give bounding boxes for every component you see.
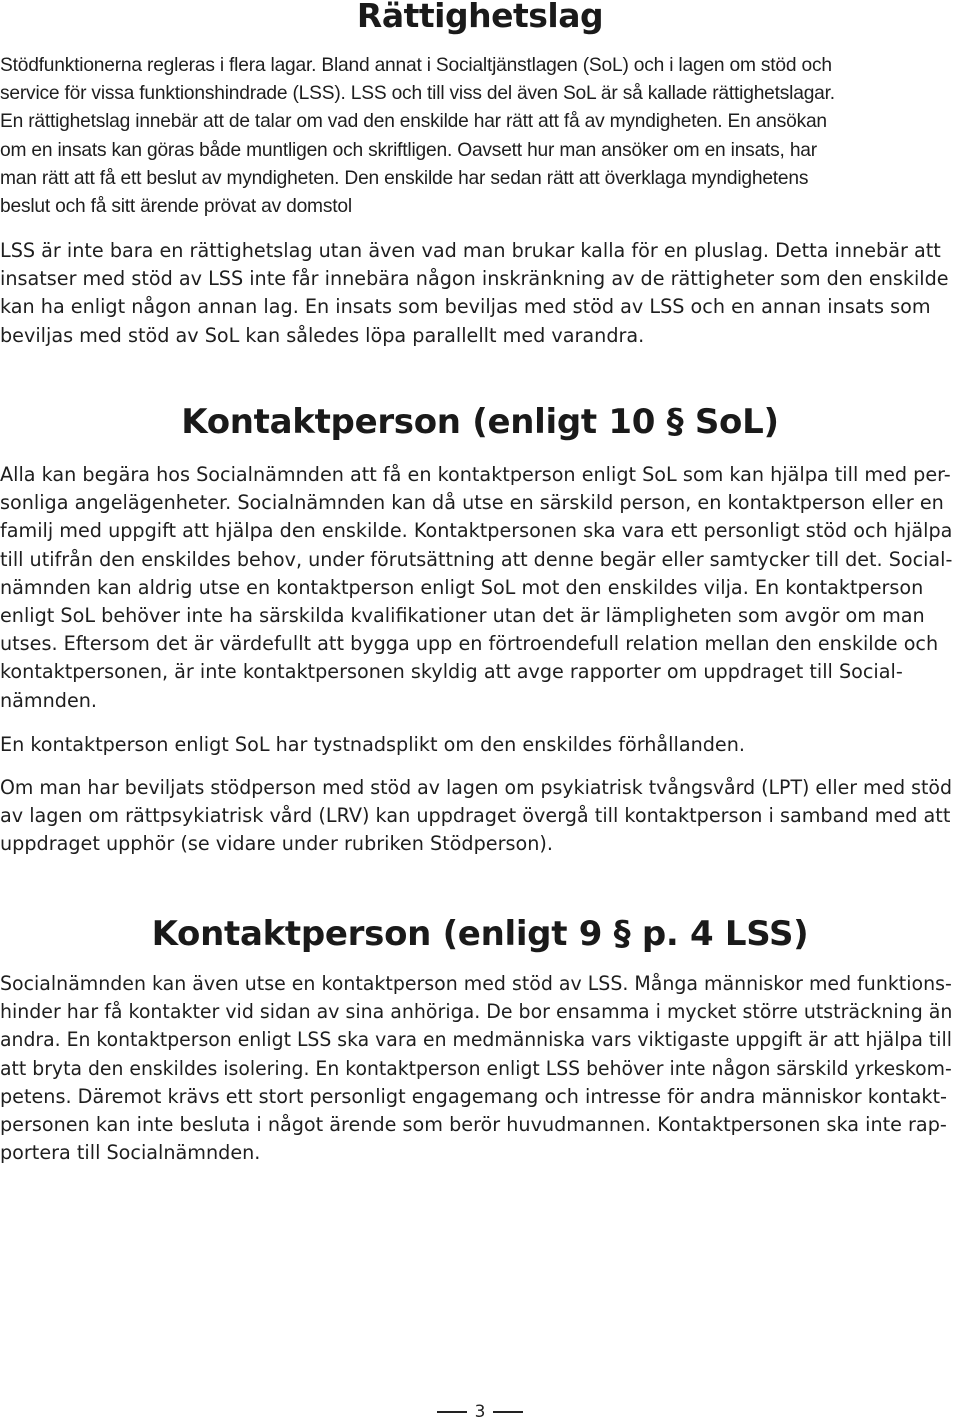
text-line: kan ha enligt någon annan lag. En insats som beviljas med stöd av LSS och en annan insats som <box>0 295 931 319</box>
heading-kontaktperson-lss: Kontaktperson (enligt 9 § p. 4 LSS) <box>151 914 809 954</box>
text-line: man rätt att få ett beslut av myndigheten. Den enskilde har sedan rätt att överklaga myndighetens <box>0 167 809 189</box>
text-line: att bryta den enskildes isolering. En kontaktperson enligt LSS behöver inte någon särskild yrkeskom- <box>0 1056 952 1080</box>
footer-dash-left <box>437 1411 467 1413</box>
text-line: beviljas med stöd av SoL kan således löpa parallellt med varandra. <box>0 323 645 347</box>
text-line: sonliga angelägenheter. Socialnämnden kan då utse en särskild person, en kontaktperson eller en <box>0 491 944 515</box>
text-line: till utifrån den enskildes behov, under förutsättning att denne begär eller samtycker till det. Social- <box>0 547 953 571</box>
text-line: om en insats kan göras både muntligen och skriftligen. Oavsett hur man ansöker om en insats, har <box>0 139 817 161</box>
text-line: service för vissa funktionshindrade (LSS). LSS och till viss del även SoL är så kallade rättighetslagar. <box>0 83 835 105</box>
paragraph-intro <box>0 52 960 221</box>
text-line: Stödfunktionerna regleras i flera lagar. Bland annat i Socialtjänstlagen (SoL) och i lagen om stöd och <box>0 55 832 76</box>
text-line: En kontaktperson enligt SoL har tystnadsplikt om den enskildes förhållanden. <box>0 733 745 756</box>
text-line: Alla kan begära hos Socialnämnden att få en kontaktperson enligt SoL som kan hjälpa till med per- <box>0 463 951 486</box>
text-line: enligt SoL behöver inte ha särskilda kvalifikationer utan det är lämpligheten som avgör om man <box>0 604 925 628</box>
text-line: insatser med stöd av LSS inte får innebära någon inskränkning av de rättigheter som den enskilde <box>0 267 949 291</box>
text-line: nämnden kan aldrig utse en kontaktperson enligt SoL mot den enskildes vilja. En kontaktperson <box>0 575 924 599</box>
paragraph-kontaktperson-lss <box>0 970 960 1167</box>
paragraph-tystnadsplikt <box>0 731 960 759</box>
text-line: av lagen om rättpsykiatrisk vård (LRV) kan uppdraget övergå till kontaktperson i samband med att <box>0 804 951 828</box>
text-line: familj med uppgift att hjälpa den enskilde. Kontaktpersonen ska vara ett personligt stöd och hjälpa <box>0 519 953 543</box>
heading-rattighetslag: Rättighetslag <box>356 0 604 35</box>
paragraph-pluslag <box>0 237 960 350</box>
heading-kontaktperson-sol: Kontaktperson (enligt 10 § SoL) <box>181 402 779 442</box>
page-number: 3 <box>474 1402 486 1422</box>
footer-dash-right <box>493 1411 523 1413</box>
paragraph-kontaktperson-sol <box>0 461 960 715</box>
text-line: nämnden. <box>0 688 98 712</box>
text-line: hinder har få kontakter vid sidan av sina anhöriga. De bor ensamma i mycket större utsträckning än <box>0 1000 953 1024</box>
text-line: Socialnämnden kan även utse en kontaktperson med stöd av LSS. Många människor med funktions- <box>0 972 952 995</box>
text-line: petens. Däremot krävs ett stort personligt engagemang och intresse för andra människor kontakt- <box>0 1084 947 1108</box>
text-line: portera till Socialnämnden. <box>0 1141 261 1165</box>
text-line: uppdraget upphör (se vidare under rubriken Stödperson). <box>0 832 553 856</box>
text-line: andra. En kontaktperson enligt LSS ska vara en medmänniska vars viktigaste uppgift är att hjälpa till <box>0 1028 952 1052</box>
page-footer <box>0 1402 960 1422</box>
text-line: LSS är inte bara en rättighetslag utan även vad man brukar kalla för en pluslag. Detta innebär att <box>0 239 941 262</box>
text-line: utses. Eftersom det är värdefullt att bygga upp en förtroendefull relation mellan den enskilde och <box>0 632 939 656</box>
text-line: En rättighetslag innebär att de talar om vad den enskilde har rätt att få av myndigheten. En ansökan <box>0 111 827 133</box>
text-line: personen kan inte besluta i något ärende som berör huvudmannen. Kontaktpersonen ska inte rap- <box>0 1113 947 1137</box>
text-line: kontaktpersonen, är inte kontaktpersonen skyldig att avge rapporter om uppdraget till Social- <box>0 660 903 684</box>
text-line: Om man har beviljats stödperson med stöd av lagen om psykiatrisk tvångsvård (LPT) eller med stöd <box>0 776 953 799</box>
text-line: beslut och få sitt ärende prövat av domstol <box>0 196 352 218</box>
paragraph-stodperson <box>0 774 960 859</box>
